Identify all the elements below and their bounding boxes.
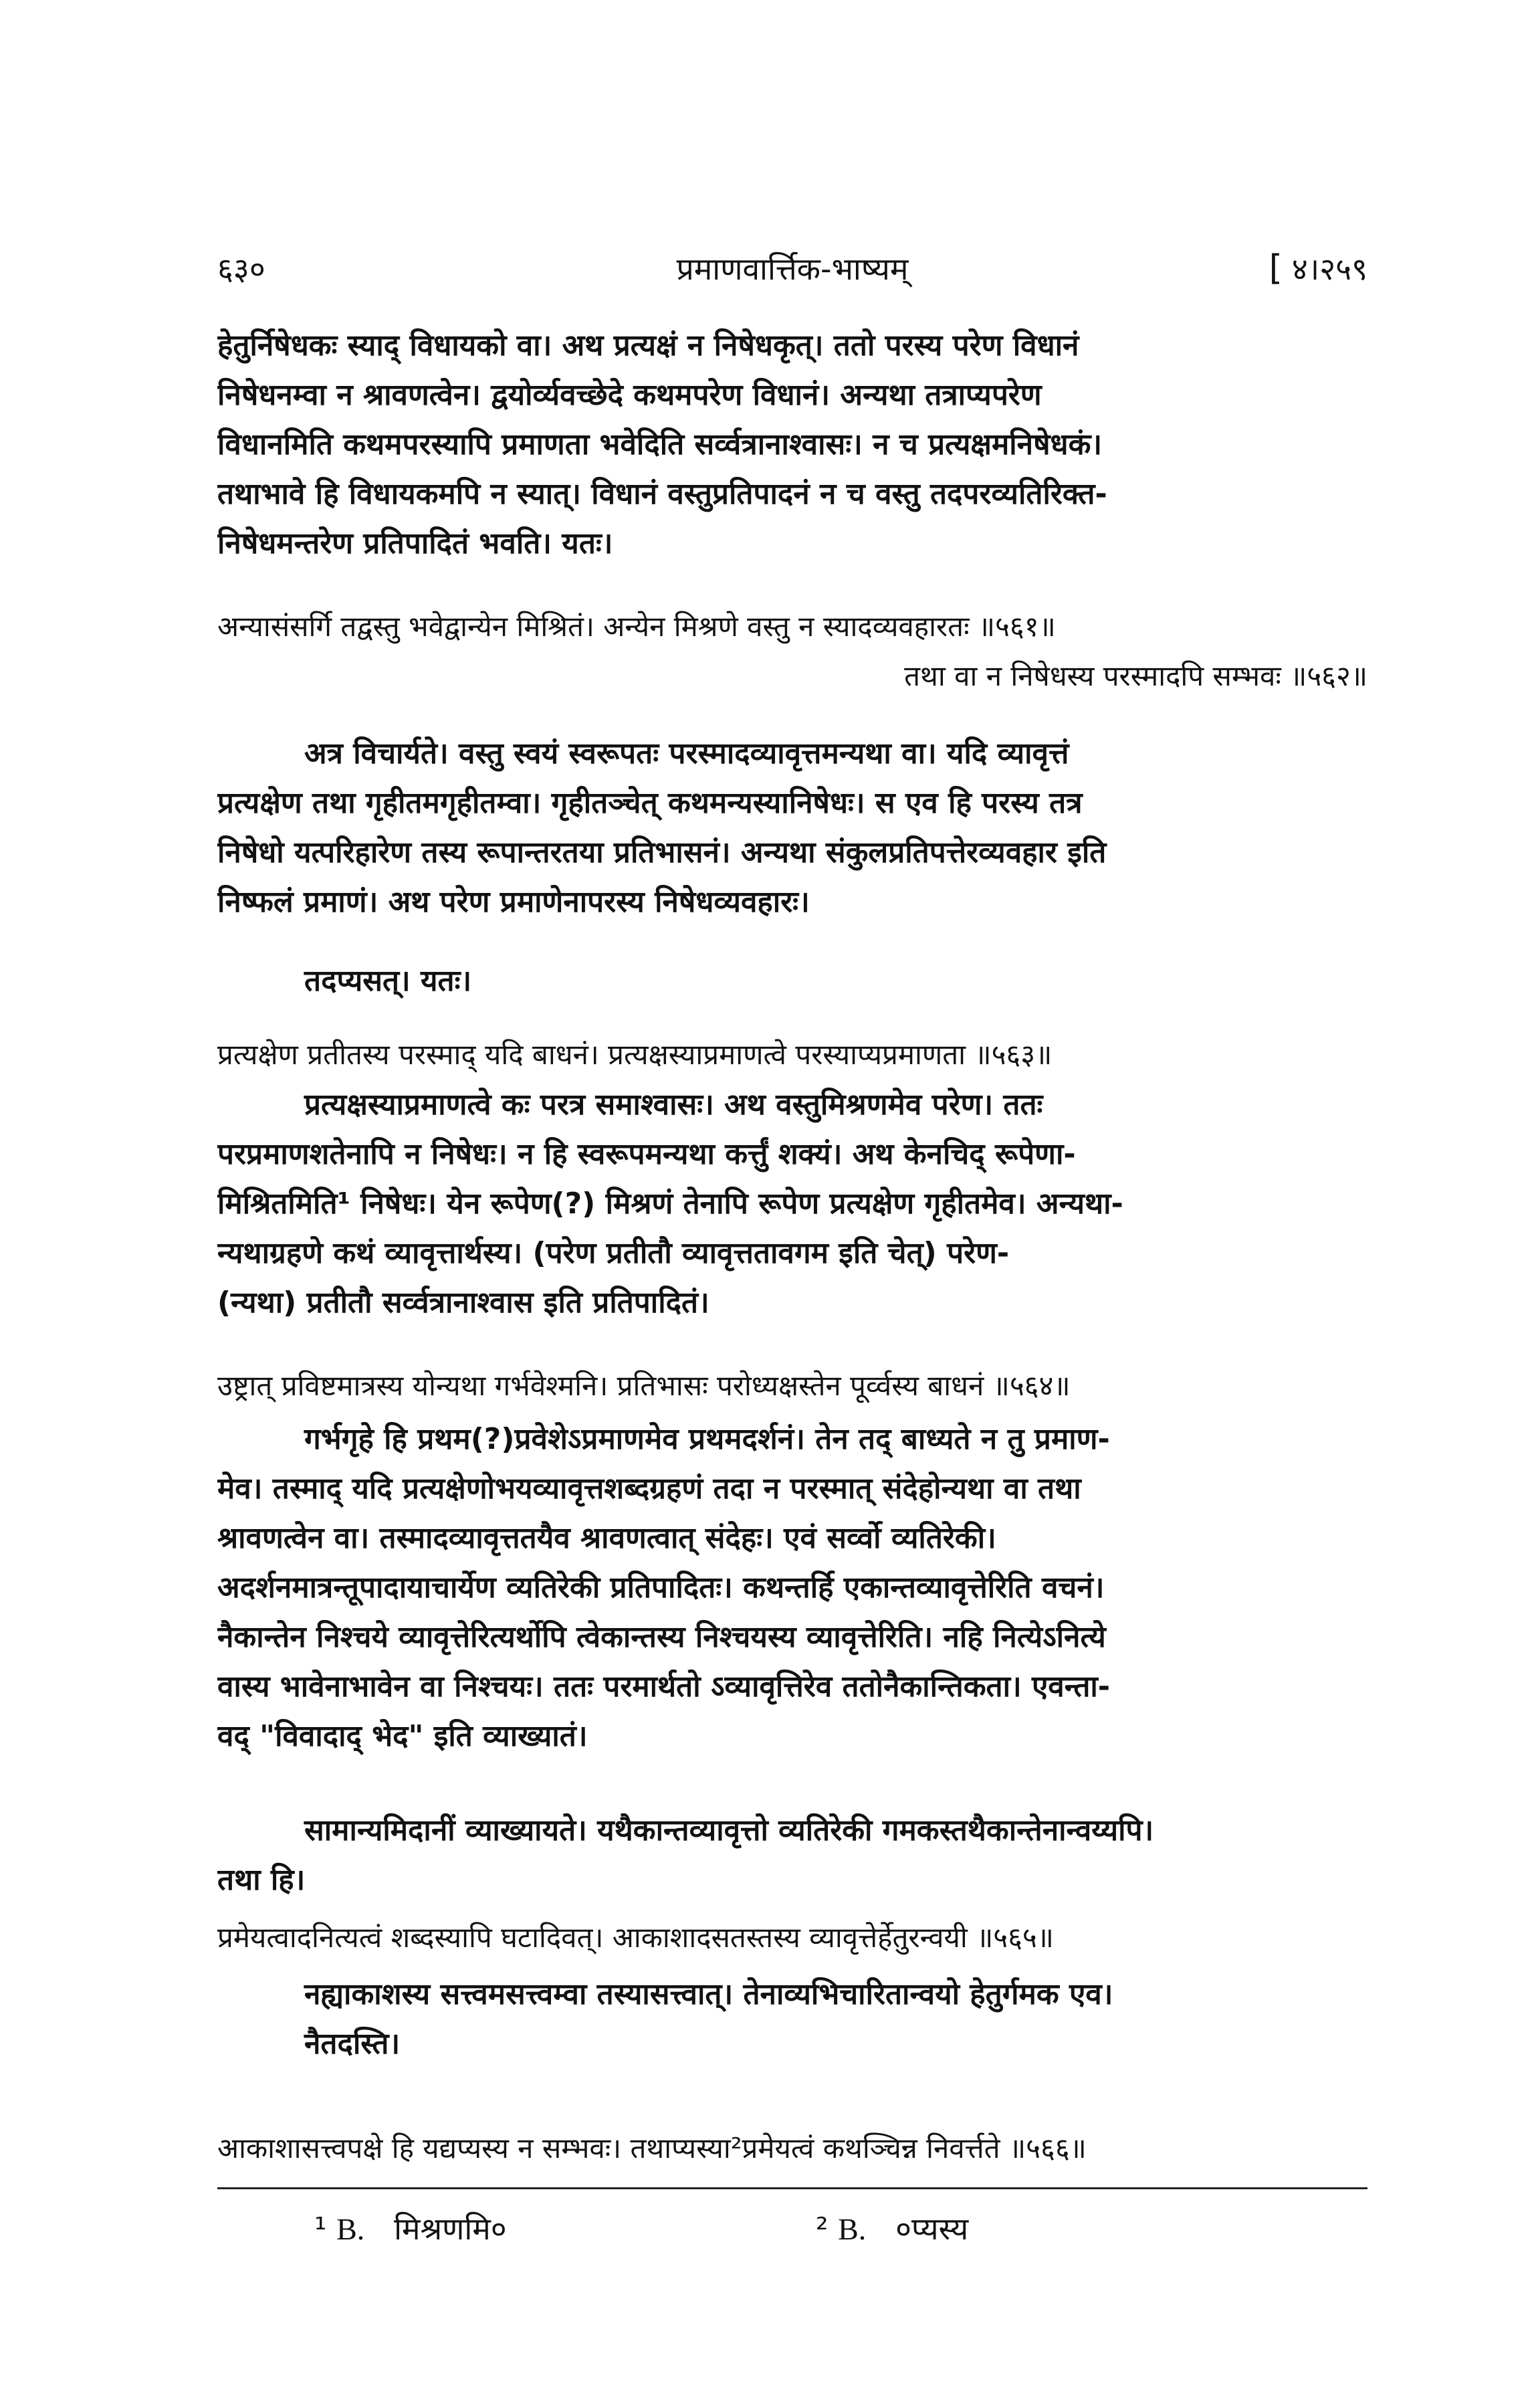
footnote-1-text: मिश्रणमि० bbox=[394, 2211, 507, 2247]
text-line: प्रत्यक्षेण तथा गृहीतमगृहीतम्वा। गृहीतञ्चेत् कथमन्यस्यानिषेधः। स एव हि परस्य तत्र bbox=[217, 786, 1083, 820]
text-line: न्यथाग्रहणे कथं व्यावृत्तार्थस्य। (परेण प्रतीतौ व्यावृत्ततावगम इति चेत्) परेण- bbox=[217, 1236, 1010, 1270]
verse-563-line: प्रत्यक्षेण प्रतीतस्य परस्माद् यदि बाधनं। प्रत्यक्षस्याप्रमाणत्वे परस्याप्यप्रमाणता ॥५६३॥ bbox=[217, 1038, 1053, 1071]
text-line: निषेधो यत्परिहारेण तस्य रूपान्तरतया प्रतिभासनं। अन्यथा संकुलप्रतिपत्तेरव्यवहार इति bbox=[217, 835, 1107, 870]
text-line: हेतुर्निषेधकः स्याद् विधायको वा। अथ प्रत्यक्षं न निषेधकृत्। ततो परस्य परेण विधानं bbox=[217, 328, 1079, 363]
footnote-2 bbox=[816, 2207, 968, 2249]
text-line: मेव। तस्माद् यदि प्रत्यक्षेणोभयव्यावृत्तशब्दग्रहणं तदा न परस्मात् संदेहोन्यथा वा तथा bbox=[217, 1472, 1081, 1506]
section-number: ४।२५९ bbox=[1291, 251, 1367, 287]
commentary-paragraph-5 bbox=[217, 1806, 1367, 1905]
text-line: वास्य भावेनाभावेन वा निश्चयः। ततः परमार्थतो ऽव्यावृत्तिरेव ततोनैकान्तिकता। एवन्ता- bbox=[217, 1670, 1111, 1704]
commentary-paragraph-2 bbox=[217, 729, 1367, 927]
footnote-1-mark: ¹ bbox=[314, 2211, 327, 2247]
text-line: परप्रमाणशतेनापि न निषेधः। न हि स्वरूपमन्यथा कर्त्तुं शक्यं। अथ केनचिद् रूपेणा- bbox=[217, 1137, 1076, 1171]
text-line: निषेधमन्तरेण प्रतिपादितं भवति। यतः। bbox=[217, 526, 613, 561]
section-reference bbox=[1269, 247, 1367, 289]
text-line: श्रावणत्वेन वा। तस्मादव्यावृत्ततयैव श्रावणत्वात् संदेहः। एवं सर्व्वो व्यतिरेकी। bbox=[217, 1521, 996, 1555]
verse-563 bbox=[217, 1030, 1367, 1080]
footnote-1 bbox=[314, 2207, 507, 2249]
text-line: सामान्यमिदानीं व्याख्यायते। यथैकान्तव्यावृत्तो व्यतिरेकी गमकस्तथैकान्तेनान्वय्यपि। bbox=[304, 1813, 1154, 1847]
text-line: मिश्रितमिति¹ निषेधः। येन रूपेण(?) मिश्रणं तेनापि रूपेण प्रत्यक्षेण गृहीतमेव। अन्यथा- bbox=[217, 1187, 1123, 1221]
text-line: तथा हि। bbox=[217, 1863, 306, 1897]
verse-562: तथा वा न निषेधस्य परस्मादपि सम्भवः ॥५६२॥ bbox=[904, 660, 1367, 692]
verse-561: अन्यासंसर्गि तद्वस्तु भवेद्वान्येन मिश्रितं। अन्येन मिश्रणे वस्तु न स्यादव्यवहारतः ॥५६१॥ bbox=[217, 610, 1056, 643]
commentary-paragraph-3 bbox=[217, 1080, 1367, 1328]
text-line: अदर्शनमात्रन्तूपादायाचार्येण व्यतिरेकी प्रतिपादितः। कथन्तर्हि एकान्तव्यावृत्तेरिति वचनं। bbox=[217, 1571, 1105, 1605]
footnote-rule bbox=[217, 2187, 1367, 2189]
verse-565-line: प्रमेयत्वादनित्यत्वं शब्दस्यापि घटादिवत्। आकाशादसतस्तस्य व्यावृत्तेर्हेतुरन्वयी ॥५६५॥ bbox=[217, 1921, 1054, 1954]
running-header bbox=[217, 247, 1367, 301]
commentary-paragraph-4 bbox=[217, 1415, 1367, 1761]
commentary-paragraph-6 bbox=[217, 1970, 1367, 2069]
footnote-2-text: ०प्यस्य bbox=[895, 2211, 969, 2247]
text-line: वद् "विवादाद् भेद" इति व्याख्यातं। bbox=[217, 1719, 588, 1753]
text-line: निष्फलं प्रमाणं। अथ परेण प्रमाणेनापरस्य निषेधव्यवहारः। bbox=[217, 885, 810, 919]
verse-566-line: आकाशासत्त्वपक्षे हि यद्यप्यस्य न सम्भवः। तथाप्यस्या²प्रमेयत्वं कथञ्चिन्न निवर्त्तते ॥५६६॥ bbox=[217, 2132, 1087, 2165]
text-line: तथाभावे हि विधायकमपि न स्यात्। विधानं वस्तुप्रतिपादनं न च वस्तु तदपरव्यतिरिक्त- bbox=[217, 477, 1107, 511]
text-line: विधानमिति कथमपरस्यापि प्रमाणता भवेदिति सर्व्वत्रानाश्वासः। न च प्रत्यक्षमनिषेधकं। bbox=[217, 427, 1103, 462]
verse-565 bbox=[217, 1913, 1367, 1963]
text-line: अत्र विचार्यते। वस्तु स्वयं स्वरूपतः परस्मादव्यावृत्तमन्यथा वा। यदि व्यावृत्तं bbox=[304, 736, 1069, 771]
text-line: गर्भगृहे हि प्रथम(?)प्रवेशेऽप्रमाणमेव प्रथमदर्शनं। तेन तद् बाध्यते न तु प्रमाण- bbox=[304, 1422, 1110, 1456]
text-line: तदप्यसत्। यतः। bbox=[304, 964, 472, 998]
footnote-2-mark: ² bbox=[816, 2211, 829, 2247]
footnote-2-sigla: B. bbox=[838, 2212, 867, 2246]
text-line: नैतदस्ति। bbox=[304, 2027, 401, 2061]
text-line: निषेधनम्वा न श्रावणत्वेन। द्वयोर्व्यवच्छेदे कथमपरेण विधानं। अन्यथा तत्राप्यपरेण bbox=[217, 378, 1042, 412]
commentary-line-tadapyasat bbox=[217, 957, 1367, 1006]
verse-564-line: उष्ट्रात् प्रविष्टमात्रस्य योन्यथा गर्भवेश्मनि। प्रतिभासः परोध्यक्षस्तेन पूर्व्वस्य बाधनं ॥५६४॥ bbox=[217, 1369, 1071, 1402]
text-line: प्रत्यक्षस्याप्रमाणत्वे कः परत्र समाश्वासः। अथ वस्तुमिश्रणमेव परेण। ततः bbox=[304, 1088, 1043, 1122]
verse-561-562 bbox=[217, 602, 1367, 701]
verse-564 bbox=[217, 1361, 1367, 1411]
text-line: नैकान्तेन निश्चये व्यावृत्तेरित्यर्थोपि त्वेकान्तस्य निश्चयस्य व्यावृत्तेरिति। नहि नित्येऽनित्ये bbox=[217, 1620, 1106, 1654]
footnote-1-sigla: B. bbox=[336, 2212, 365, 2246]
text-line: (न्यथा) प्रतीतौ सर्व्वत्रानाश्वास इति प्रतिपादितं। bbox=[217, 1286, 709, 1320]
section-bracket: [ bbox=[1269, 248, 1283, 288]
verse-566 bbox=[217, 2124, 1367, 2173]
page-number: ६३० bbox=[217, 251, 265, 287]
text-line: नह्याकाशस्य सत्त्वमसत्त्वम्वा तस्यासत्त्वात्। तेनाव्यभिचारितान्वयो हेतुर्गमक एव। bbox=[304, 1977, 1113, 2011]
running-title: प्रमाणवार्त्तिक-भाष्यम् bbox=[676, 251, 909, 287]
commentary-paragraph-1 bbox=[217, 321, 1367, 569]
